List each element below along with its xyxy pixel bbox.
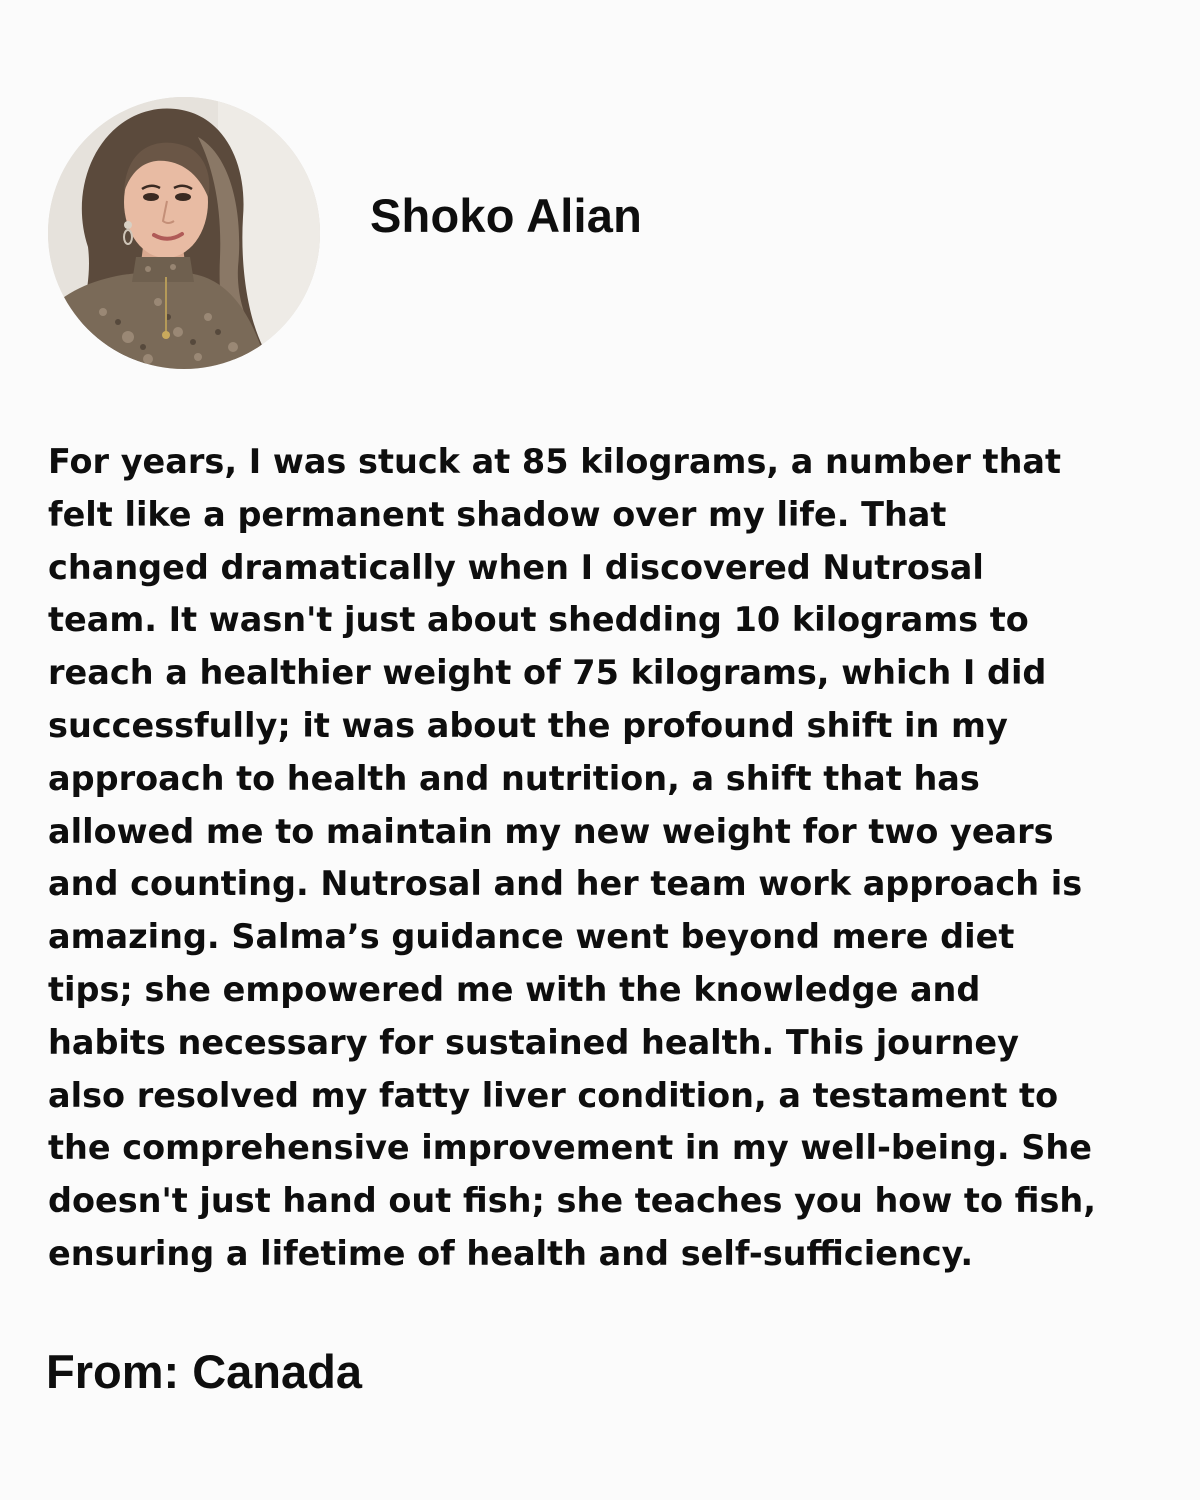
testimonial-line: reach a healthier weight of 75 kilograms, which I did — [48, 653, 1047, 693]
testimonial-line: changed dramatically when I discovered Nutrosal — [48, 547, 984, 587]
testimonial-line: allowed me to maintain my new weight for two years — [48, 811, 1054, 851]
testimonial-line: For years, I was stuck at 85 kilograms, a number that — [48, 442, 1062, 481]
avatar — [48, 97, 320, 369]
testimonial-line: ensuring a lifetime of health and self-sufficiency. — [48, 1233, 974, 1273]
testimonial-text — [48, 436, 1188, 1281]
testimonial-line: amazing. Salma’s guidance went beyond mere diet — [48, 917, 1015, 957]
testimonial-line: the comprehensive improvement in my well-being. She — [48, 1128, 1092, 1168]
testimonial-line: successfully; it was about the profound shift in my — [48, 705, 1008, 745]
testimonial-line: approach to health and nutrition, a shift that has — [48, 758, 980, 798]
testimonial-line: tips; she empowered me with the knowledge and — [48, 969, 981, 1009]
person-name: Shoko Alian — [370, 189, 643, 242]
testimonial-line: also resolved my fatty liver condition, a testament to — [48, 1075, 1059, 1115]
origin-label: From: Canada — [46, 1345, 362, 1398]
person-portrait-icon — [48, 97, 320, 369]
testimonial-line: felt like a permanent shadow over my life. That — [48, 494, 947, 534]
testimonial-line: habits necessary for sustained health. This journey — [48, 1022, 1019, 1062]
testimonial-line: doesn't just hand out fish; she teaches you how to fish, — [48, 1181, 1096, 1221]
testimonial-line: and counting. Nutrosal and her team work approach is — [48, 864, 1083, 904]
testimonial-line: team. It wasn't just about shedding 10 kilograms to — [48, 600, 1029, 640]
